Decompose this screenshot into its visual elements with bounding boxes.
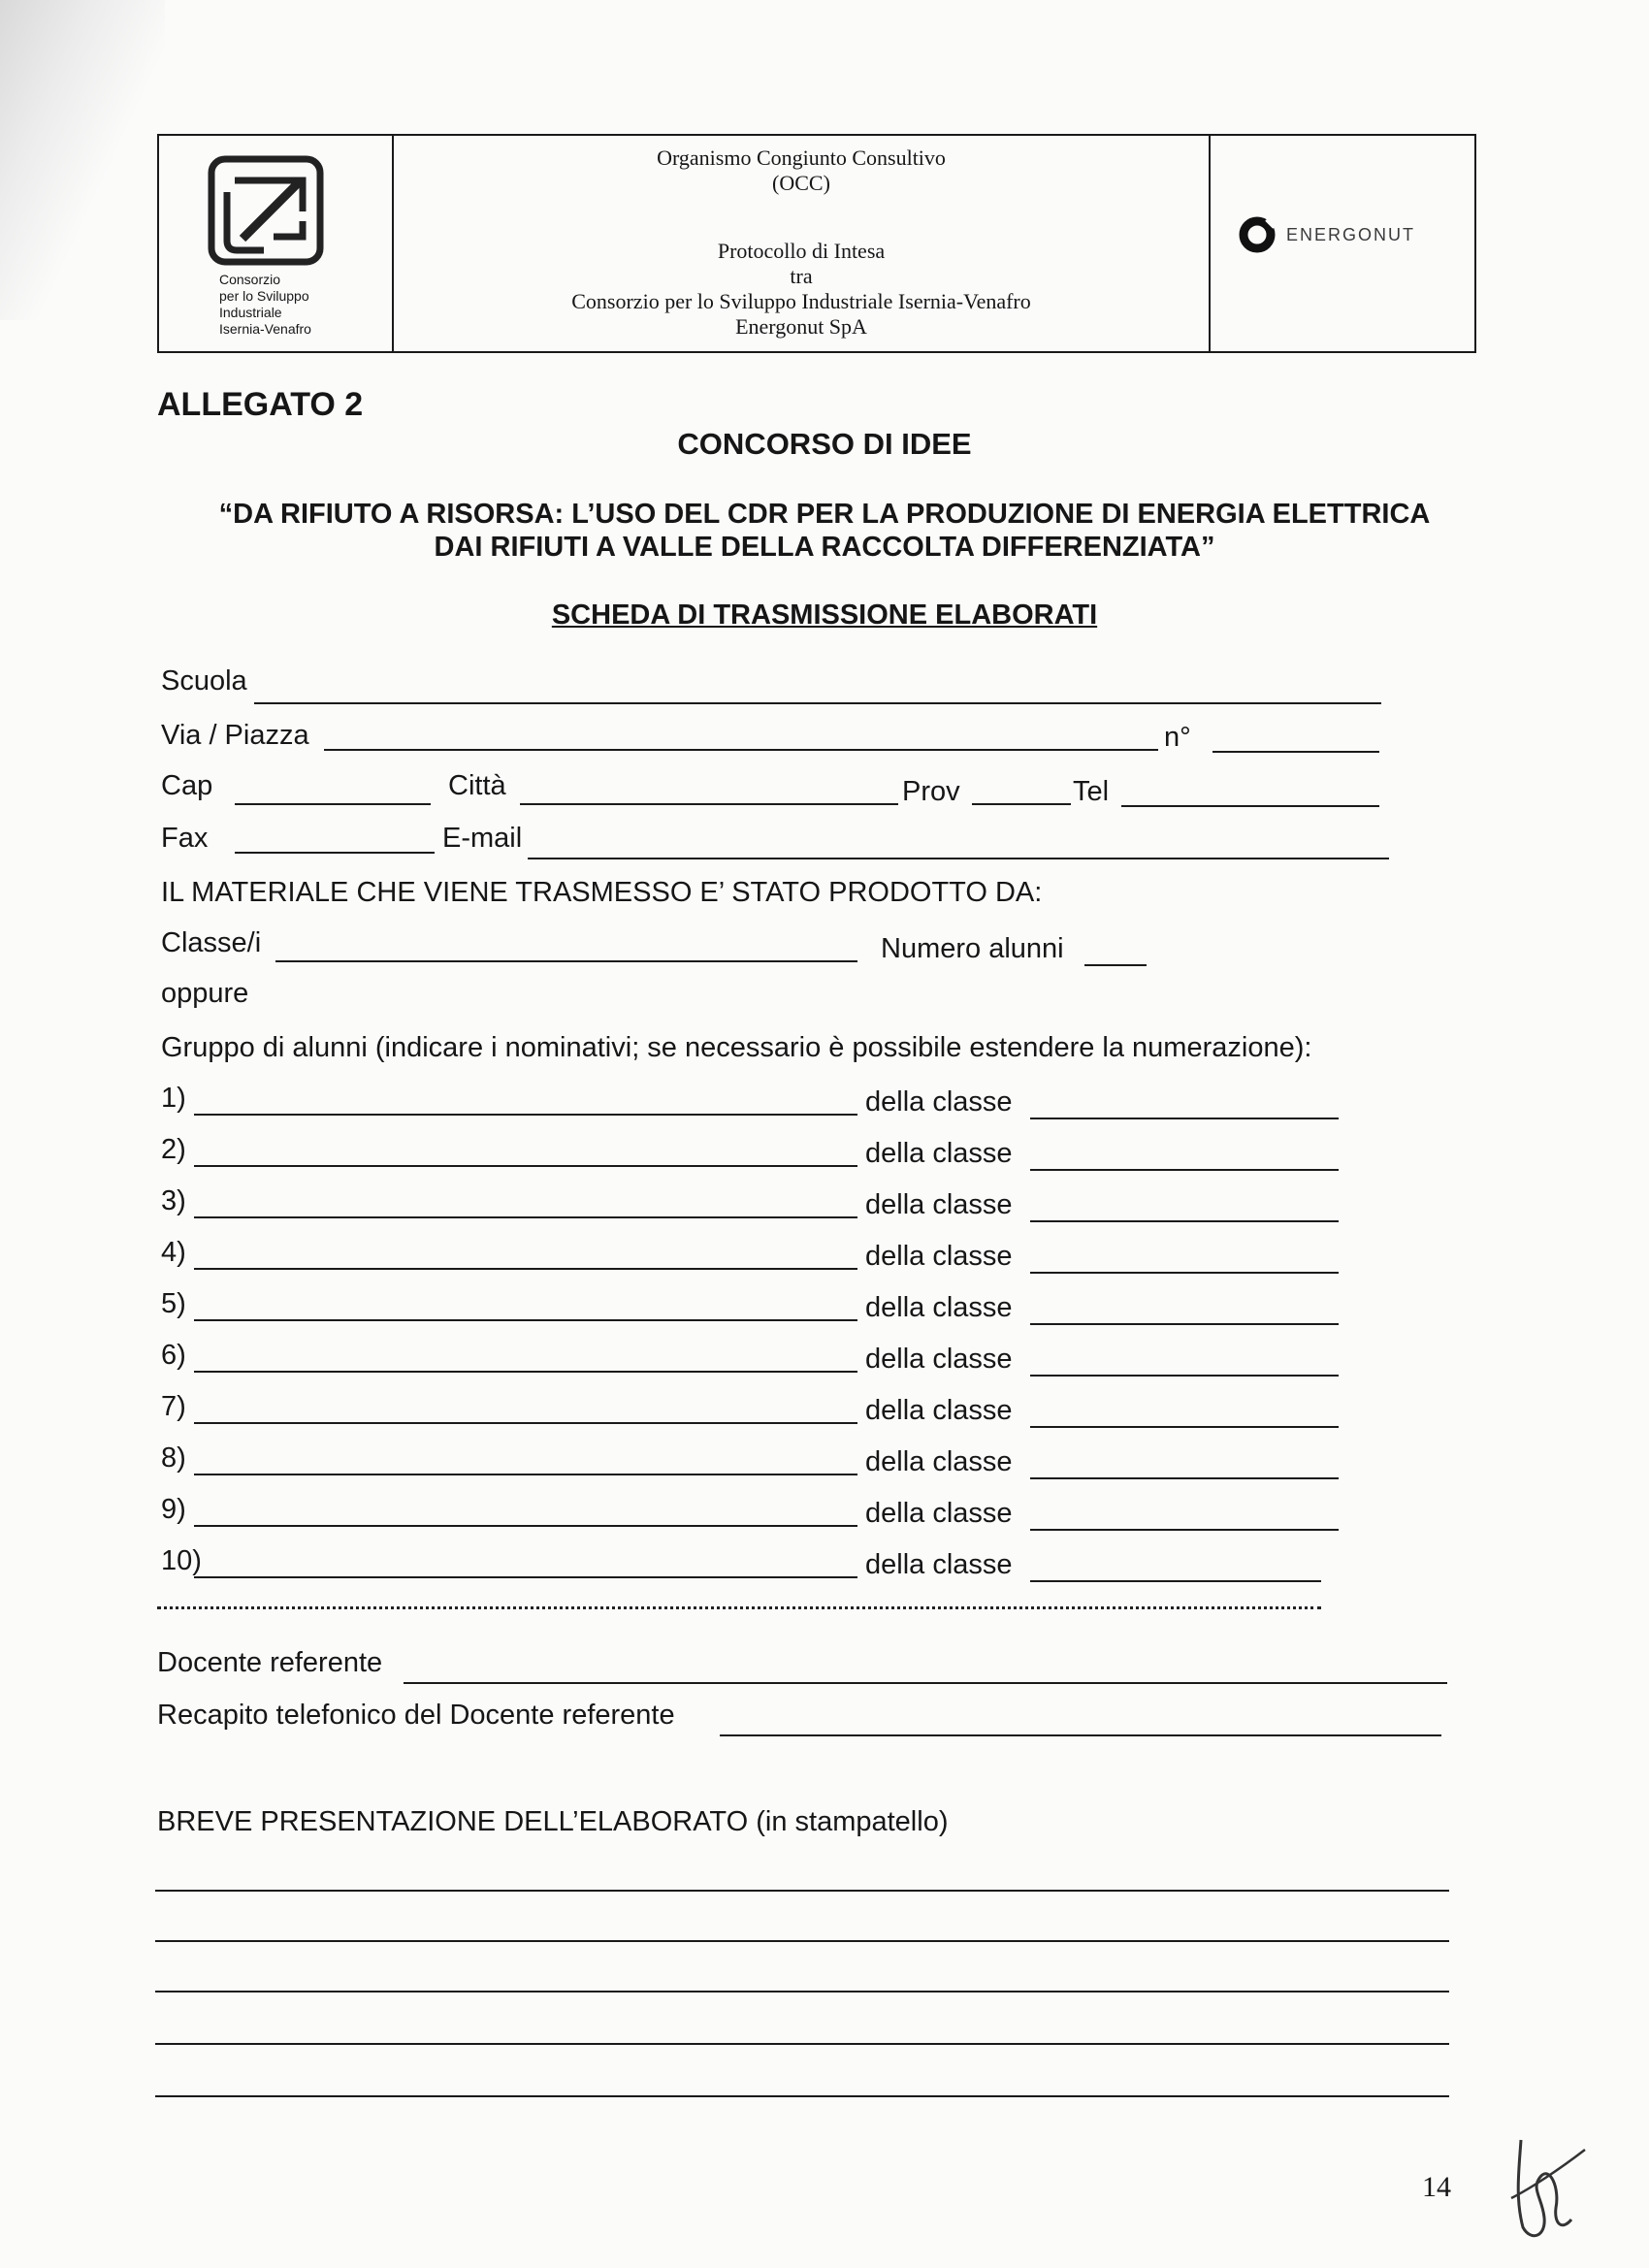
header-line: Organismo Congiunto Consultivo bbox=[657, 146, 946, 170]
energonut-logo-text: ENERGONUT bbox=[1286, 224, 1416, 244]
student-number-label: 6) bbox=[161, 1340, 186, 1371]
paper-fold-shadow bbox=[0, 0, 165, 320]
presentazione-line[interactable] bbox=[155, 2095, 1449, 2097]
allegato-label: ALLEGATO 2 bbox=[157, 386, 364, 423]
tel-field[interactable] bbox=[1121, 805, 1379, 807]
header-table bbox=[157, 134, 1476, 353]
classi-label: Classe/i bbox=[161, 927, 262, 958]
breve-presentazione-heading: BREVE PRESENTAZIONE DELL’ELABORATO (in stampatello) bbox=[157, 1806, 949, 1837]
cap-label: Cap bbox=[161, 770, 213, 801]
student-class-field[interactable] bbox=[1030, 1580, 1321, 1582]
student-class-field[interactable] bbox=[1030, 1477, 1339, 1479]
citta-label: Città bbox=[448, 770, 506, 801]
della-classe-label: della classe bbox=[865, 1241, 1013, 1272]
form-heading: SCHEDA DI TRASMISSIONE ELABORATI bbox=[551, 599, 1098, 631]
student-number-label: 5) bbox=[161, 1288, 186, 1319]
student-name-field[interactable] bbox=[194, 1371, 857, 1373]
student-name-field[interactable] bbox=[194, 1268, 857, 1270]
student-class-field[interactable] bbox=[1030, 1375, 1339, 1377]
prov-label: Prov bbox=[902, 776, 960, 807]
student-name-field[interactable] bbox=[194, 1474, 857, 1475]
via-field[interactable] bbox=[324, 749, 1158, 751]
student-number-label: 8) bbox=[161, 1442, 186, 1474]
signature-mark bbox=[1502, 2130, 1589, 2247]
docente-label: Docente referente bbox=[157, 1647, 383, 1678]
docente-field[interactable] bbox=[404, 1682, 1447, 1684]
citta-field[interactable] bbox=[520, 803, 898, 805]
header-line: tra bbox=[790, 264, 813, 288]
consorzio-logo-cell bbox=[159, 136, 394, 351]
numero-alunni-field[interactable] bbox=[1084, 964, 1147, 966]
della-classe-label: della classe bbox=[865, 1395, 1013, 1426]
student-class-field[interactable] bbox=[1030, 1426, 1339, 1428]
oppure-label: oppure bbox=[161, 978, 249, 1009]
header-middle-cell bbox=[394, 136, 1211, 351]
email-label: E-mail bbox=[442, 823, 523, 854]
consorzio-logo-icon bbox=[206, 153, 326, 268]
student-number-label: 4) bbox=[161, 1237, 186, 1268]
header-line: Protocollo di Intesa bbox=[717, 239, 886, 263]
numero-civico-label: n° bbox=[1164, 722, 1191, 753]
student-name-field[interactable] bbox=[194, 1216, 857, 1218]
header-line: Energonut SpA bbox=[735, 314, 867, 339]
prov-field[interactable] bbox=[972, 803, 1071, 805]
energonut-logo-cell bbox=[1211, 136, 1474, 351]
consorzio-logo-text: Consorzio per lo Sviluppo Industriale Isernia-Venafro bbox=[219, 272, 311, 337]
classi-field[interactable] bbox=[275, 960, 857, 962]
header-line: Consorzio per lo Sviluppo Industriale Isernia-Venafro bbox=[571, 289, 1031, 313]
della-classe-label: della classe bbox=[865, 1138, 1013, 1169]
student-number-label: 10) bbox=[161, 1545, 202, 1576]
page-number: 14 bbox=[1422, 2171, 1451, 2203]
student-name-field[interactable] bbox=[194, 1422, 857, 1424]
della-classe-label: della classe bbox=[865, 1344, 1013, 1375]
fax-label: Fax bbox=[161, 823, 209, 854]
presentazione-line[interactable] bbox=[155, 2043, 1449, 2045]
cap-field[interactable] bbox=[235, 803, 431, 805]
recapito-field[interactable] bbox=[720, 1734, 1441, 1736]
tel-label: Tel bbox=[1073, 776, 1110, 807]
student-name-field[interactable] bbox=[194, 1165, 857, 1167]
presentazione-line[interactable] bbox=[155, 1890, 1449, 1892]
della-classe-label: della classe bbox=[865, 1446, 1013, 1477]
dotted-separator bbox=[157, 1606, 1321, 1609]
presentazione-line[interactable] bbox=[155, 1940, 1449, 1942]
email-field[interactable] bbox=[528, 858, 1389, 859]
della-classe-label: della classe bbox=[865, 1086, 1013, 1118]
recapito-label: Recapito telefonico del Docente referente bbox=[157, 1700, 675, 1731]
student-name-field[interactable] bbox=[194, 1576, 857, 1578]
student-class-field[interactable] bbox=[1030, 1323, 1339, 1325]
student-number-label: 9) bbox=[161, 1494, 186, 1525]
header-line: (OCC) bbox=[772, 171, 830, 195]
energonut-logo bbox=[1238, 215, 1415, 254]
della-classe-label: della classe bbox=[865, 1189, 1013, 1220]
student-number-label: 1) bbox=[161, 1083, 186, 1114]
fax-field[interactable] bbox=[235, 852, 435, 854]
energonut-ring-icon bbox=[1238, 215, 1277, 254]
materiale-heading: IL MATERIALE CHE VIENE TRASMESSO E’ STATO PRODOTTO DA: bbox=[161, 877, 1043, 908]
via-label: Via / Piazza bbox=[161, 720, 309, 751]
student-class-field[interactable] bbox=[1030, 1169, 1339, 1171]
student-name-field[interactable] bbox=[194, 1525, 857, 1527]
della-classe-label: della classe bbox=[865, 1292, 1013, 1323]
concorso-title: CONCORSO DI IDEE bbox=[677, 427, 972, 461]
student-class-field[interactable] bbox=[1030, 1220, 1339, 1222]
scuola-label: Scuola bbox=[161, 665, 247, 697]
della-classe-label: della classe bbox=[865, 1498, 1013, 1529]
contest-title-line-1: “DA RIFIUTO A RISORSA: L’USO DEL CDR PER LA PRODUZIONE DI ENERGIA ELETTRICA bbox=[218, 499, 1431, 530]
scuola-field[interactable] bbox=[254, 702, 1381, 704]
contest-title-line-2: DAI RIFIUTI A VALLE DELLA RACCOLTA DIFFERENZIATA” bbox=[434, 532, 1215, 563]
student-class-field[interactable] bbox=[1030, 1118, 1339, 1119]
numero-civico-field[interactable] bbox=[1212, 751, 1379, 753]
student-class-field[interactable] bbox=[1030, 1272, 1339, 1274]
student-number-label: 2) bbox=[161, 1134, 186, 1165]
student-class-field[interactable] bbox=[1030, 1529, 1339, 1531]
student-name-field[interactable] bbox=[194, 1114, 857, 1116]
presentazione-line[interactable] bbox=[155, 1991, 1449, 1993]
della-classe-label: della classe bbox=[865, 1549, 1013, 1580]
student-number-label: 3) bbox=[161, 1185, 186, 1216]
student-name-field[interactable] bbox=[194, 1319, 857, 1321]
numero-alunni-label: Numero alunni bbox=[881, 933, 1064, 964]
gruppo-heading: Gruppo di alunni (indicare i nominativi; se necessario è possibile estendere la numerazione): bbox=[161, 1032, 1312, 1063]
student-number-label: 7) bbox=[161, 1391, 186, 1422]
